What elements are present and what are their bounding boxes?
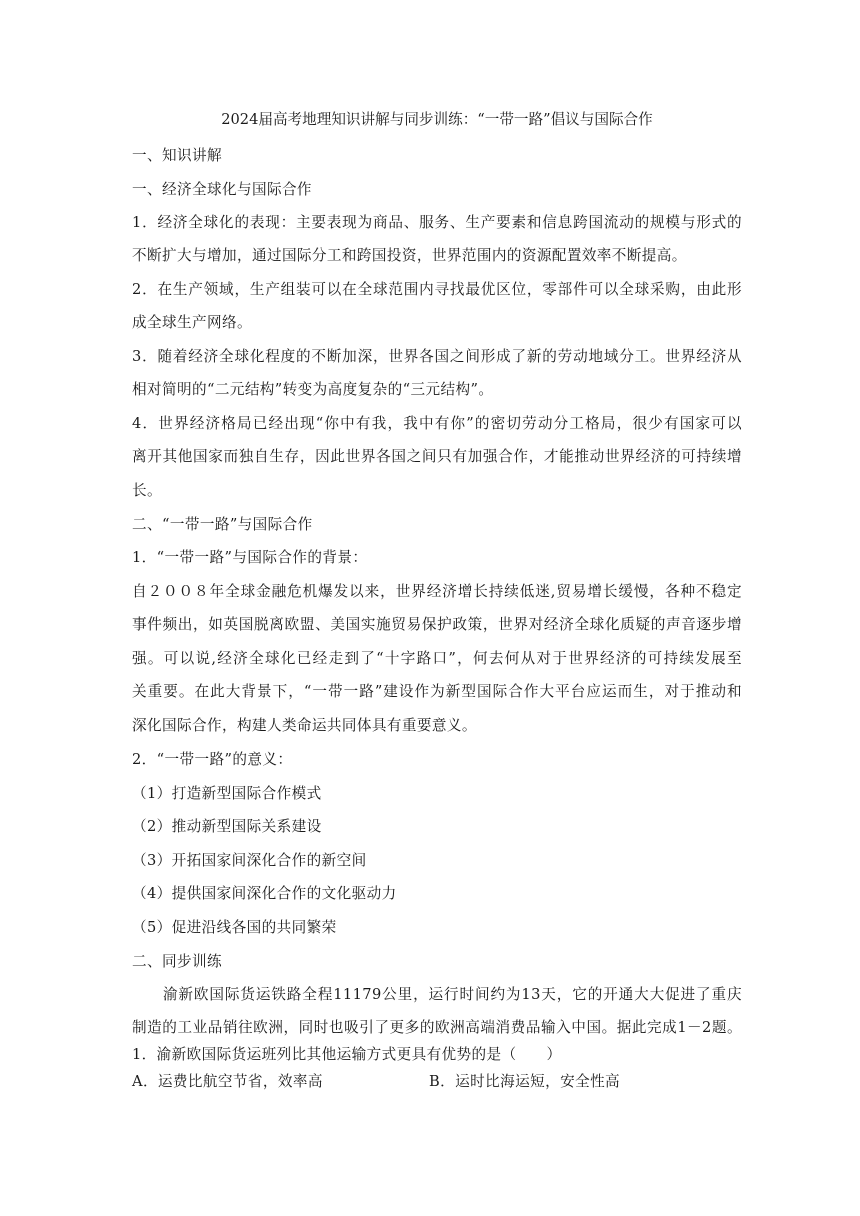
list-item: （5）促进沿线各国的共同繁荣 <box>132 919 337 936</box>
document-title: 2024届高考地理知识讲解与同步训练：“一带一路”倡议与国际合作 <box>221 111 653 128</box>
paragraph-line: 深化国际合作，构建人类命运共同体具有重要意义。 <box>132 717 477 734</box>
paragraph-line: 1．经济全球化的表现：主要表现为商品、服务、生产要素和信息跨国流动的规模与形式的 <box>132 214 742 231</box>
paragraph-line: 不断扩大与增加，通过国际分工和跨国投资，世界范围内的资源配置效率不断提高。 <box>132 247 687 264</box>
paragraph-line: 制造的工业品销往欧洲，同时也吸引了更多的欧洲高端消费品输入中国。据此完成1－2题。 <box>132 1019 742 1036</box>
paragraph-line: 关重要。在此大背景下，“一带一路”建设作为新型国际合作大平台应运而生，对于推动和 <box>132 683 742 700</box>
list-item: （2）推动新型国际关系建设 <box>132 818 322 835</box>
subsection-heading-globalization: 一、经济全球化与国际合作 <box>132 181 312 198</box>
paragraph-line: 自２００８年全球金融危机爆发以来，世界经济增长持续低迷,贸易增长缓慢，各种不稳定 <box>132 583 742 600</box>
paragraph-line: 事件频出，如英国脱离欧盟、美国实施贸易保护政策，世界对经济全球化质疑的声音逐步增 <box>132 616 742 633</box>
paragraph-line: 3．随着经济全球化程度的不断加深，世界各国之间形成了新的劳动地域分工。世界经济从 <box>132 348 742 365</box>
option-a: A．运费比航空节省，效率高 <box>132 1073 323 1090</box>
subsection-heading-belt-road: 二、“一带一路”与国际合作 <box>132 516 313 533</box>
section-heading-practice: 二、同步训练 <box>132 953 222 970</box>
paragraph-line: 离开其他国家而独自生存，因此世界各国之间只有加强合作，才能推动世界经济的可持续增 <box>132 448 742 465</box>
paragraph-line: 2．在生产领域，生产组装可以在全球范围内寻找最优区位，零部件可以全球采购，由此形 <box>132 281 742 298</box>
list-item: （1）打造新型国际合作模式 <box>132 785 322 802</box>
option-b: B．运时比海运短，安全性高 <box>429 1073 621 1090</box>
paragraph-line: 长。 <box>132 482 162 499</box>
list-item: （4）提供国家间深化合作的文化驱动力 <box>132 885 397 902</box>
paragraph-line: 1．“一带一路”与国际合作的背景： <box>132 549 368 566</box>
list-item: （3）开拓国家间深化合作的新空间 <box>132 852 367 869</box>
section-heading-knowledge: 一、知识讲解 <box>132 147 222 164</box>
paragraph-line: 4．世界经济格局已经出现“你中有我，我中有你”的密切劳动分工格局，很少有国家可以 <box>132 415 742 432</box>
paragraph-line: 2．“一带一路”的意义： <box>132 751 293 768</box>
paragraph-line: 渝新欧国际货运铁路全程11179公里，运行时间约为13天，它的开通大大促进了重庆 <box>132 986 742 1003</box>
paragraph-line: 相对简明的“二元结构”转变为高度复杂的“三元结构”。 <box>132 381 494 398</box>
paragraph-line: 成全球生产网络。 <box>132 314 252 331</box>
question-stem: 1．渝新欧国际货运班列比其他运输方式更具有优势的是（ ） <box>132 1046 562 1063</box>
paragraph-line: 强。可以说,经济全球化已经走到了“十字路口”，何去何从对于世界经济的可持续发展至 <box>132 650 742 667</box>
